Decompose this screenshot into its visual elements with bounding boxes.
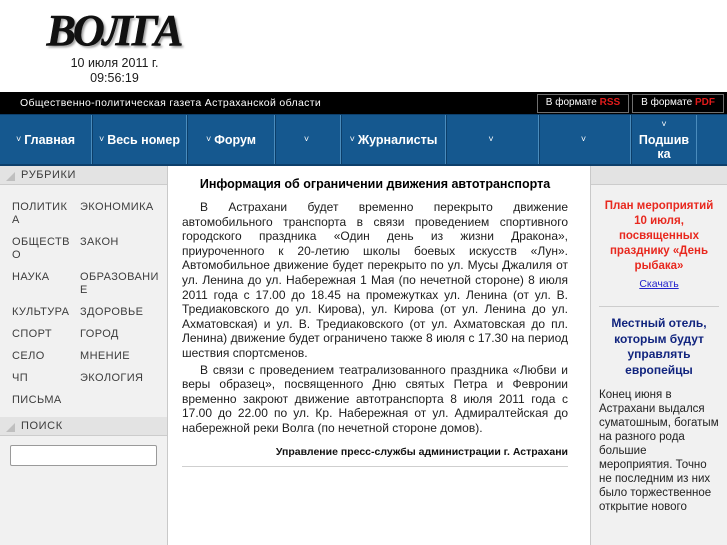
left-sidebar: [0, 166, 168, 545]
promo-panel-header[interactable]: [591, 166, 727, 185]
rubric-link[interactable]: ОБЩЕСТВО: [12, 236, 70, 261]
rubric-link[interactable]: ЭКОЛОГИЯ: [80, 372, 144, 384]
current-time: 09:56:19: [90, 71, 139, 85]
collapse-triangle-icon[interactable]: [6, 172, 15, 181]
rubric-link[interactable]: ОБРАЗОВАНИЕ: [80, 271, 159, 296]
rubric-link[interactable]: КУЛЬТУРА: [12, 306, 70, 318]
article-signature: Управление пресс-службы администрации г. Астрахани: [275, 445, 568, 458]
search-box-container: [0, 436, 167, 466]
news-excerpt: Конец июня в Астрахани выдался суматошным, богатым на разного рода большие мероприятия. Точно не последним из них было торжественное открытие нового: [599, 389, 719, 513]
nav-item-blank-6[interactable]: [539, 115, 631, 164]
nav-item-главная[interactable]: [0, 115, 92, 164]
chevron-down-icon: ˅: [205, 133, 212, 144]
chevron-down-icon: ˅: [349, 133, 355, 144]
collapse-triangle-icon[interactable]: [6, 423, 15, 432]
nav-item-форум[interactable]: [187, 115, 275, 164]
nav-item-blank-3[interactable]: [275, 115, 341, 164]
nav-item-label: Весь номер: [107, 132, 181, 147]
site-logo[interactable]: ВОЛГА: [46, 6, 183, 55]
nav-item-label: Форум: [214, 132, 257, 147]
news-title[interactable]: Местный отель, которым будут управлять европейцы: [611, 316, 707, 377]
chevron-down-icon: ˅: [580, 133, 587, 144]
rss-label: RSS: [599, 97, 621, 108]
chevron-down-icon: ˅: [15, 133, 22, 144]
rubric-link[interactable]: ЗАКОН: [80, 236, 119, 248]
nav-item-blank-5[interactable]: [446, 115, 539, 164]
main-content: [168, 166, 590, 545]
rubrics-panel-title: РУБРИКИ: [21, 169, 77, 181]
rubric-link[interactable]: НАУКА: [12, 271, 50, 283]
search-input[interactable]: [10, 445, 157, 466]
rubric-link[interactable]: СПОРТ: [12, 328, 52, 340]
article-paragraph: В связи с проведением театрализованного праздника «Любви и веры образец», посвященного Дню святых Петра и Февронии временно закроют движение автотранспорта 8 июля 2011 года с 17.00 до 22.00 по ул. Кр. Набережная от ул. Адмиралтейская до набережной реки Волга (по нечетной стороне домов).: [182, 362, 568, 435]
current-date: 10 июля 2011 г.: [70, 56, 159, 70]
main-navigation: [0, 114, 727, 166]
pdf-button-prefix: В формате: [641, 97, 695, 108]
content-columns: [0, 166, 727, 545]
rubric-link[interactable]: ГОРОД: [80, 328, 119, 340]
promo-block: [591, 185, 727, 302]
rubric-link[interactable]: ПИСЬМА: [12, 394, 62, 406]
logo-block: [22, 8, 207, 86]
rubrics-list: [0, 185, 167, 417]
promo-download-link[interactable]: Скачать: [639, 278, 679, 290]
rubrics-panel-header[interactable]: [0, 166, 167, 185]
rubric-link[interactable]: МНЕНИЕ: [80, 350, 131, 362]
chevron-down-icon: ˅: [98, 133, 105, 144]
rubric-link[interactable]: ПОЛИТИКА: [12, 201, 68, 226]
masthead: [0, 0, 727, 92]
chevron-down-icon: ˅: [661, 119, 667, 129]
search-panel-title: ПОИСК: [21, 420, 63, 432]
nav-item-подшивка[interactable]: [631, 115, 697, 164]
article-title: Информация об ограничении движения автотранспорта: [199, 177, 551, 191]
tagline-bar: [0, 92, 727, 114]
article-divider: [182, 466, 568, 467]
chevron-down-icon: ˅: [303, 133, 310, 144]
search-panel-header[interactable]: [0, 417, 167, 436]
news-block: [591, 307, 727, 514]
nav-item-журналисты[interactable]: [341, 115, 446, 164]
format-buttons: [537, 94, 724, 113]
site-tagline: Общественно-политическая газета Астраханской области: [20, 97, 322, 109]
rubric-link[interactable]: СЕЛО: [12, 350, 45, 362]
pdf-format-button[interactable]: [632, 94, 724, 113]
right-sidebar: [590, 166, 727, 545]
rubric-link[interactable]: ЧП: [12, 372, 29, 384]
rubric-link[interactable]: ЗДОРОВЬЕ: [80, 306, 144, 318]
promo-title: План мероприятий 10 июля, посвященных празднику «День рыбака»: [604, 200, 714, 272]
nav-item-весь-номер[interactable]: [92, 115, 187, 164]
rss-button-prefix: В формате: [545, 97, 600, 108]
article-paragraph: В Астрахани будет временно перекрыто движение автомобильного транспорта в связи проведением спортивного городского праздника «Один день из жизни Дракона», приуроченного к 20-летию школы боевых искусств «Лун». Автомобильное движение будет перекрыто по ул. Мусы Джалиля от ул. Ленина до ул. Набережная 1 Мая (по нечетной стороне) 8 июля 2011 года с 17.00 до 18.45 на промежутках ул. Ленина (от ул. В. Тредиаковского до ул. Кирова), ул. Кирова (от ул. Ленина до ул. Ахматовская) и ул. В. Тредиаковского (от ул. Ахматовская до пл. Ленина) движение будет ограничено также 8 июля с 17.30 на период шествия спортсменов.: [182, 200, 568, 360]
article-body: [182, 200, 568, 436]
rubric-link[interactable]: ЭКОНОМИКА: [80, 201, 154, 213]
rss-format-button[interactable]: [537, 94, 629, 113]
nav-item-label: Главная: [24, 132, 76, 147]
pdf-label: PDF: [695, 97, 715, 108]
nav-item-label: Подшивка: [638, 133, 690, 161]
chevron-down-icon: ˅: [488, 133, 494, 144]
nav-item-label: Журналисты: [357, 132, 438, 147]
